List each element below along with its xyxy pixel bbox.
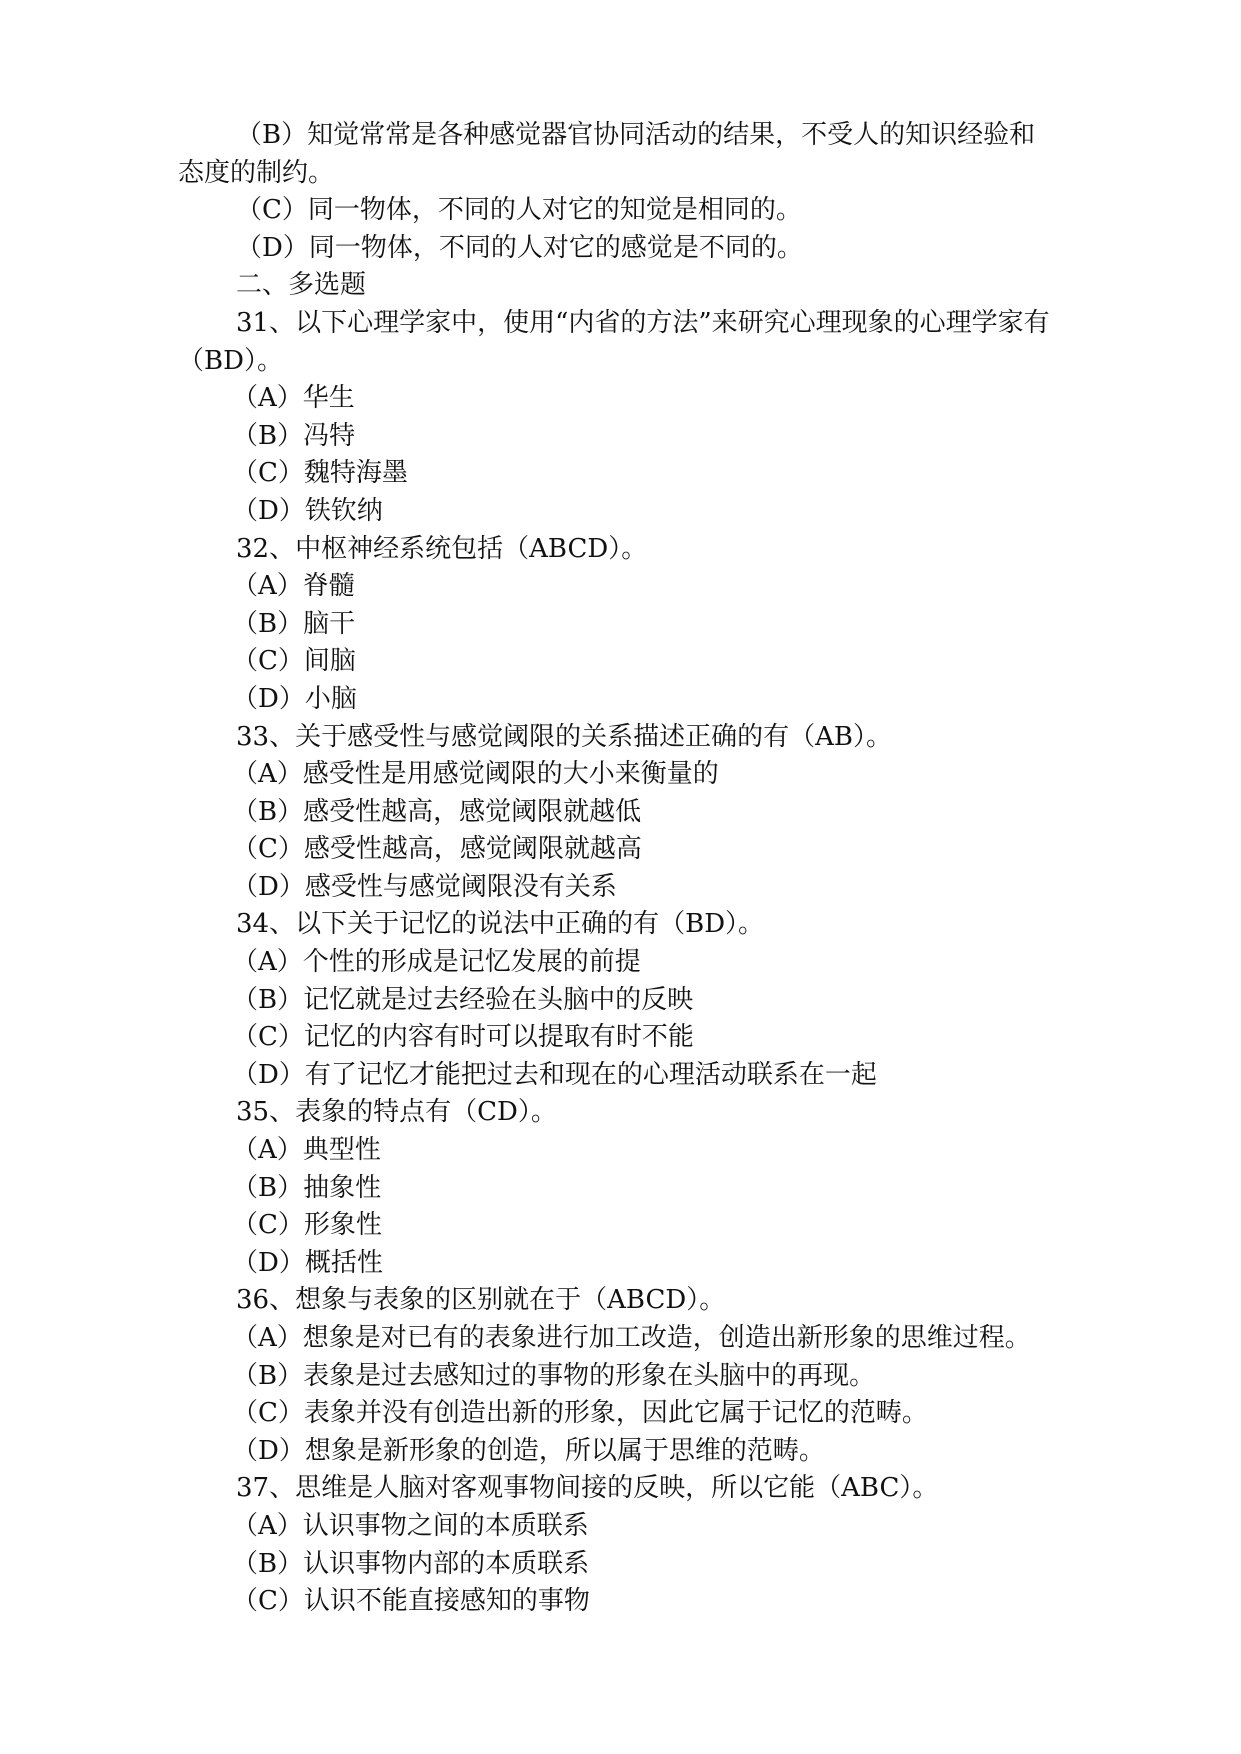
option-item: （A）华生 <box>232 383 355 414</box>
text-line: 态度的制约。 <box>178 157 335 188</box>
option-item: （D）有了记忆才能把过去和现在的心理活动联系在一起 <box>232 1059 877 1090</box>
question-text: （BD）。 <box>178 345 283 376</box>
text-line: （C）同一物体，不同的人对它的知觉是相同的。 <box>236 195 802 226</box>
text-line: （B）知觉常常是各种感觉器官协同活动的结果，不受人的知识经验和 <box>236 120 1036 150</box>
option-item: （B）表象是过去感知过的事物的形象在头脑中的再现。 <box>232 1360 876 1391</box>
option-item: （B）记忆就是过去经验在头脑中的反映 <box>232 984 694 1015</box>
option-item: （B）抽象性 <box>232 1172 382 1203</box>
option-item: （D）小脑 <box>232 683 357 714</box>
option-item: （D）铁钦纳 <box>232 495 383 526</box>
option-item: （C）形象性 <box>232 1210 382 1241</box>
option-item: （C）间脑 <box>232 646 356 677</box>
option-item: （B）冯特 <box>232 420 356 451</box>
question-text: 36、想象与表象的区别就在于（ABCD）。 <box>236 1285 726 1316</box>
section-heading: 二、多选题 <box>236 270 367 301</box>
option-item: （B）脑干 <box>232 608 356 639</box>
option-item: （C）感受性越高，感觉阈限就越高 <box>232 834 642 865</box>
option-item: （A）典型性 <box>232 1135 381 1166</box>
document-body <box>178 117 1138 1621</box>
option-item: （A）想象是对已有的表象进行加工改造，创造出新形象的思维过程。 <box>232 1323 1031 1353</box>
question-text: 37、思维是人脑对客观事物间接的反映，所以它能（ABC）。 <box>236 1473 939 1504</box>
question-text: 34、以下关于记忆的说法中正确的有（BD）。 <box>236 909 765 940</box>
option-item: （D）想象是新形象的创造，所以属于思维的范畴。 <box>232 1435 825 1466</box>
option-item: （C）记忆的内容有时可以提取有时不能 <box>232 1022 694 1053</box>
option-item: （B）认识事物内部的本质联系 <box>232 1548 590 1579</box>
question-text: 33、关于感受性与感觉阈限的关系描述正确的有（AB）。 <box>236 721 892 752</box>
option-item: （A）个性的形成是记忆发展的前提 <box>232 947 641 978</box>
option-item: （C）魏特海墨 <box>232 458 408 489</box>
question-text: 32、中枢神经系统包括（ABCD）。 <box>236 533 648 564</box>
option-item: （C）表象并没有创造出新的形象，因此它属于记忆的范畴。 <box>232 1398 928 1429</box>
text-line: （D）同一物体，不同的人对它的感觉是不同的。 <box>236 232 803 263</box>
question-text: 31、以下心理学家中，使用“内省的方法”来研究心理现象的心理学家有 <box>236 307 1050 338</box>
question-text: 35、表象的特点有（CD）。 <box>236 1097 557 1128</box>
option-item: （A）脊髓 <box>232 571 355 602</box>
option-item: （D）感受性与感觉阈限没有关系 <box>232 871 617 902</box>
option-item: （B）感受性越高，感觉阈限就越低 <box>232 796 642 827</box>
option-item: （A）感受性是用感觉阈限的大小来衡量的 <box>232 759 719 790</box>
option-item: （A）认识事物之间的本质联系 <box>232 1510 589 1541</box>
option-item: （D）概括性 <box>232 1247 383 1278</box>
option-item: （C）认识不能直接感知的事物 <box>232 1586 590 1617</box>
